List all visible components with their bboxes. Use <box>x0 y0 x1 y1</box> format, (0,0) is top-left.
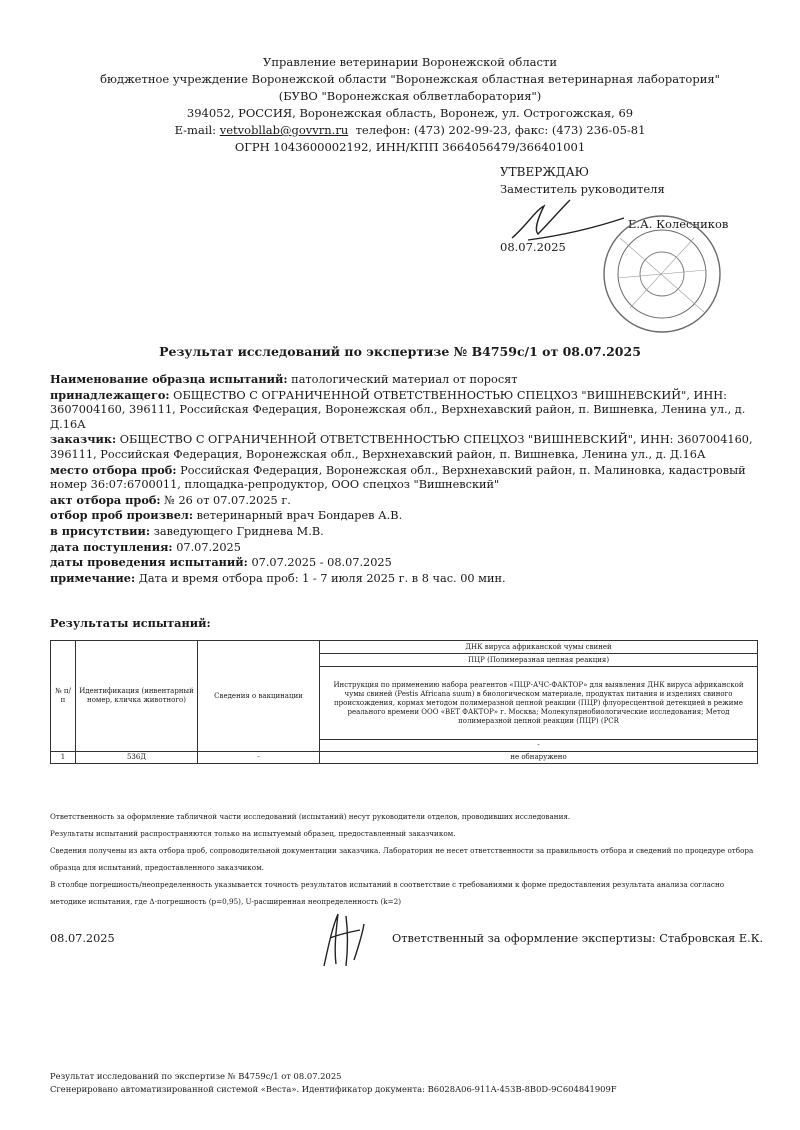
footer-generated-id: Сгенерировано автоматизированной системой «Веста». Идентификатор документа: B6028A06-911A-453B-8B0D-9C604841909F <box>50 1084 617 1094</box>
field-label: дата поступления: <box>50 539 173 554</box>
cell-result: не обнаружено <box>320 752 758 764</box>
field-value: патологический материал от поросят <box>287 373 518 386</box>
footer-reference: Результат исследований по экспертизе № В4759с/1 от 08.07.2025 <box>50 1071 342 1081</box>
note-item: Результаты испытаний распространяются только на испытуемый образец, предоставленный заказчиком. <box>50 829 456 838</box>
field-label: даты проведения испытаний: <box>50 555 248 570</box>
field-note <box>50 571 755 587</box>
report-title: Результат исследований по экспертизе № В4759с/1 от 08.07.2025 <box>159 344 641 359</box>
col-header-method: Инструкция по применению набора реагентов «ПЦР-АЧС-ФАКТОР» для выявления ДНК вируса африканской чумы свиней (Pestis Africana suum) в биологическом материале, продуктах питания и изделиях свиного происхождения, кормах методом полимеразной цепной реакции (ПЦР) флуоресцентной детекцией в режиме реального времени ООО «ВЕТ ФАКТОР» г. Москва; Молекулярнобиологические исследования; Метод полимеразной цепной реакции (ПЦР) (PCR <box>320 667 758 740</box>
field-label: акт отбора проб: <box>50 492 161 507</box>
note-item: В столбце погрешность/неопределенность указывается точность результатов испытаний в соответствие с требованиями к форме предоставления результата анализа согласно методике испытания, где Δ-погрешность (p=0,95), U-расширенная неопределенность (k=2) <box>50 880 725 906</box>
approval-title: УТВЕРЖДАЮ <box>500 165 589 179</box>
col-header-pcr: ПЦР (Полимеразная цепная реакция) <box>320 654 758 667</box>
field-label: примечание: <box>50 570 136 585</box>
field-sample <box>50 372 755 388</box>
field-value: Российская Федерация, Воронежская обл., Верхнехавский район, п. Малиновка, кадастровый номер 36:07:6700011, площадка-репродуктор, ООО спецхоз "Вишневский" <box>50 463 746 492</box>
col-header-identification: Идентификация (инвентарный номер, кличка животного) <box>76 641 198 752</box>
field-act <box>50 493 755 509</box>
responsible-person: Ответственный за оформление экспертизы: Стабровская Е.К. <box>392 932 764 945</box>
table-row <box>51 752 758 764</box>
header-line-address: 394052, РОССИЯ, Воронежская область, Воронеж, ул. Острогожская, 69 <box>186 106 634 120</box>
header-line-registry: ОГРН 1043600002192, ИНН/КПП 3664056479/366401001 <box>234 140 586 154</box>
field-label: в присутствии: <box>50 523 151 538</box>
field-label: принадлежащего: <box>50 387 170 402</box>
col-header-unit: - <box>320 740 758 752</box>
phone-text: телефон: (473) 202-99-23, факс: (473) 236-05-81 <box>355 123 646 137</box>
col-header-dna: ДНК вируса африканской чумы свиней <box>320 641 758 654</box>
sample-info <box>50 372 755 586</box>
field-value: ветеринарный врач Бондарев А.В. <box>193 509 403 523</box>
field-value: № 26 от 07.07.2025 г. <box>160 493 291 507</box>
header-line-short-name: (БУВО "Воронежская облветлаборатория") <box>278 89 542 103</box>
field-customer <box>50 432 755 462</box>
field-label: отбор проб произвел: <box>50 508 194 523</box>
header-line-contacts <box>60 122 760 139</box>
cell-vaccination: - <box>198 752 320 764</box>
field-label: Наименование образца испытаний: <box>50 372 288 386</box>
header-line-authority: Управление ветеринарии Воронежской области <box>263 55 557 69</box>
organization-stamp <box>590 208 740 338</box>
results-title: Результаты испытаний: <box>50 616 211 630</box>
col-header-number: № п/п <box>51 641 76 752</box>
col-header-vaccination: Сведения о вакцинации <box>198 641 320 752</box>
note-item: Ответственность за оформление табличной части исследований (испытаний) несут руководители отделов, проводивших исследования. <box>50 812 571 821</box>
email-link[interactable]: vetvobllab@govvrn.ru <box>219 123 349 137</box>
field-received <box>50 540 755 556</box>
document-footer <box>50 1070 617 1096</box>
field-value: заведующего Гриднева М.В. <box>150 524 324 538</box>
footer-date: 08.07.2025 <box>50 932 115 945</box>
approval-name: Е.А. Колесников <box>628 217 729 231</box>
approval-position: Заместитель руководителя <box>500 182 665 196</box>
field-value: ОБЩЕСТВО С ОГРАНИЧЕННОЙ ОТВЕТСТВЕННОСТЬЮ СПЕЦХОЗ "ВИШНЕВСКИЙ", ИНН: 3607004160, 396111, Российская Федерация, Воронежская обл., Верхнехавский район, п. Вишневка, Ленина ул., д. Д.16А <box>50 388 746 431</box>
field-label: место отбора проб: <box>50 462 177 477</box>
results-table <box>50 640 758 764</box>
notes-block <box>50 808 755 910</box>
email-label: E-mail: <box>174 123 217 137</box>
field-presence <box>50 524 755 540</box>
field-value: Дата и время отбора проб: 1 - 7 июля 2025 г. в 8 час. 00 мин. <box>135 571 506 585</box>
field-sampler <box>50 508 755 524</box>
field-owner <box>50 388 755 433</box>
cell-identification: 536Д <box>76 752 198 764</box>
field-label: заказчик: <box>50 432 117 447</box>
field-value: 07.07.2025 - 08.07.2025 <box>247 556 392 570</box>
field-dates <box>50 555 755 571</box>
header-line-institution: бюджетное учреждение Воронежской области "Воронежская областная ветеринарная лаборатория" <box>100 72 720 86</box>
responsible-signature <box>318 908 366 972</box>
cell-number: 1 <box>51 752 76 764</box>
note-item: Сведения получены из акта отбора проб, сопроводительной документации заказчика. Лаборатория не несет ответственности за правильность отбора и сведений по процедуре отбора образца для испытаний, предоставленного заказчиком. <box>50 846 754 872</box>
field-place <box>50 463 755 493</box>
approval-date: 08.07.2025 <box>500 240 566 254</box>
field-value: 07.07.2025 <box>172 540 241 554</box>
field-value: ОБЩЕСТВО С ОГРАНИЧЕННОЙ ОТВЕТСТВЕННОСТЬЮ СПЕЦХОЗ "ВИШНЕВСКИЙ", ИНН: 3607004160, 396111, Российская Федерация, Воронежская обл., Верхнехавский район, п. Вишневка, Ленина ул., д. Д.16А <box>50 433 753 461</box>
